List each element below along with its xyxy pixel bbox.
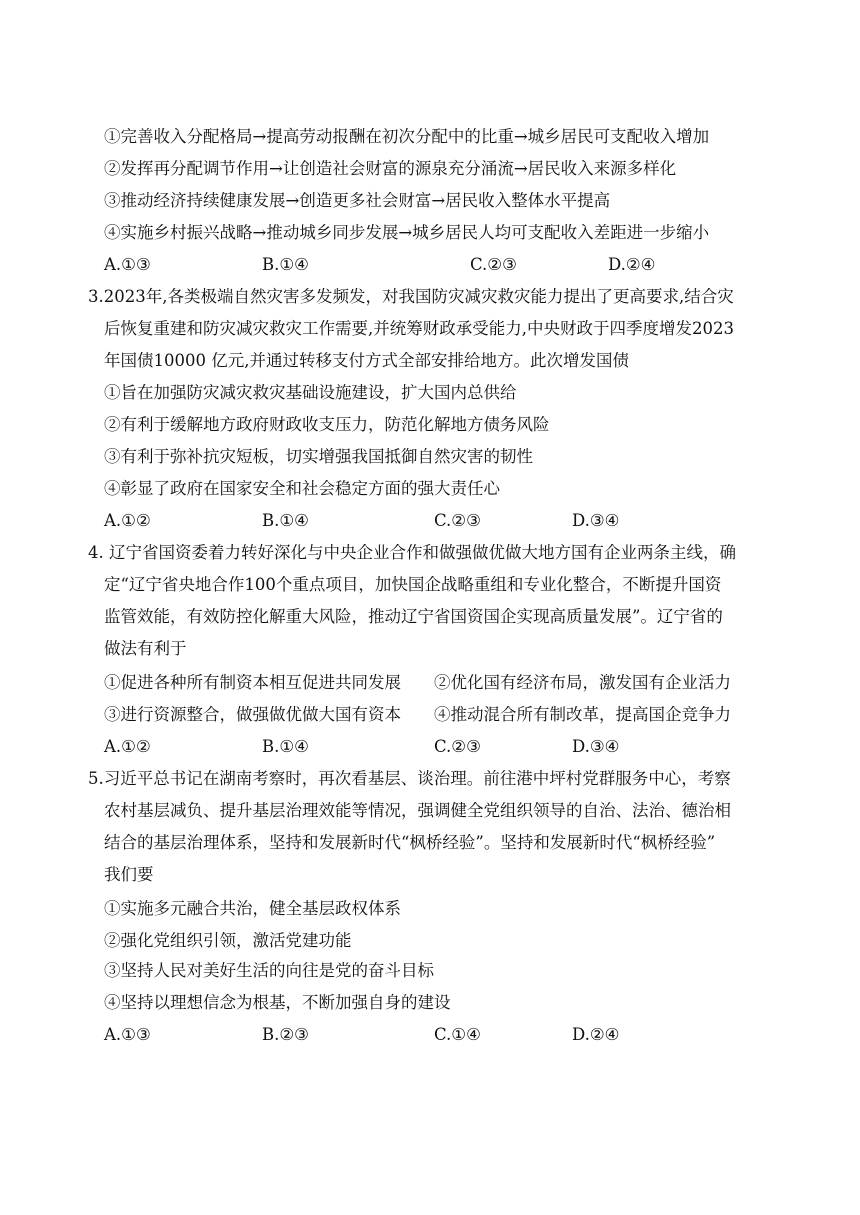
q5-statement-4: ④坚持以理想信念为根基，不断加强自身的建设 bbox=[104, 993, 451, 1012]
q4-statement-2: ②优化国有经济布局，激发国有企业活力 bbox=[434, 673, 731, 692]
q4-option-d: D.③④ bbox=[572, 737, 620, 756]
q3-stem-line-2: 后恢复重建和防灾减灾救灾工作需要,并统筹财政承受能力,中央财政于四季度增发2023 bbox=[104, 319, 734, 338]
q4-stem-line-1: 4. 辽宁省国资委着力转好深化与中央企业合作和做强做优做大地方国有企业两条主线，确 bbox=[88, 543, 736, 562]
q4-stem-line-4: 做法有利于 bbox=[104, 639, 187, 658]
q4-option-a: A.①② bbox=[104, 737, 151, 756]
q2-option-b: B.①④ bbox=[262, 255, 309, 274]
q3-option-a: A.①② bbox=[104, 511, 151, 530]
q3-option-d: D.③④ bbox=[572, 511, 620, 530]
q3-statement-1: ①旨在加强防灾减灾救灾基础设施建设，扩大国内总供给 bbox=[104, 383, 517, 402]
q3-statement-3: ③有利于弥补抗灾短板，切实增强我国抵御自然灾害的韧性 bbox=[104, 447, 533, 466]
q2-option-a: A.①③ bbox=[104, 255, 151, 274]
q4-stem-line-3: 监管效能，有效防控化解重大风险，推动辽宁省国资国企实现高质量发展”。辽宁省的 bbox=[104, 607, 723, 626]
q5-option-a: A.①③ bbox=[104, 1025, 151, 1044]
q3-statement-4: ④彰显了政府在国家安全和社会稳定方面的强大责任心 bbox=[104, 479, 500, 498]
q5-statement-2: ②强化党组织引领，激活党建功能 bbox=[104, 931, 352, 950]
q5-stem-line-3: 结合的基层治理体系，坚持和发展新时代“枫桥经验”。坚持和发展新时代“枫桥经验” bbox=[104, 833, 716, 852]
q4-statement-4: ④推动混合所有制改革，提高国企竞争力 bbox=[434, 705, 731, 724]
q4-option-c: C.②③ bbox=[434, 737, 481, 756]
q4-option-b: B.①④ bbox=[262, 737, 309, 756]
q5-stem-line-2: 农村基层减负、提升基层治理效能等情况，强调健全党组织领导的自治、法治、德治相 bbox=[104, 801, 731, 820]
q2-statement-3: ③推动经济持续健康发展→创造更多社会财富→居民收入整体水平提高 bbox=[104, 191, 611, 210]
q5-statement-1: ①实施多元融合共治，健全基层政权体系 bbox=[104, 899, 401, 918]
q5-statement-3: ③坚持人民对美好生活的向往是党的奋斗目标 bbox=[104, 961, 434, 980]
q4-statement-3: ③进行资源整合，做强做优做大国有资本 bbox=[104, 705, 401, 724]
q5-option-c: C.①④ bbox=[434, 1025, 481, 1044]
q2-option-d: D.②④ bbox=[608, 255, 656, 274]
q3-statement-2: ②有利于缓解地方政府财政收支压力，防范化解地方债务风险 bbox=[104, 415, 550, 434]
q4-stem-line-2: 定“辽宁省央地合作100个重点项目，加快国企战略重组和专业化整合，不断提升国资 bbox=[104, 575, 722, 594]
q2-option-c: C.②③ bbox=[470, 255, 517, 274]
q5-option-b: B.②③ bbox=[262, 1025, 309, 1044]
q3-option-b: B.①④ bbox=[262, 511, 309, 530]
q3-stem-line-1: 3.2023年,各类极端自然灾害多发频发，对我国防灾减灾救灾能力提出了更高要求,结合灾 bbox=[88, 287, 734, 306]
q5-stem-line-1: 5.习近平总书记在湖南考察时，再次看基层、谈治理。前往港中坪村党群服务中心，考察 bbox=[88, 769, 731, 788]
q3-stem-line-3: 年国债10000 亿元,并通过转移支付方式全部安排给地方。此次增发国债 bbox=[104, 351, 629, 370]
q5-option-d: D.②④ bbox=[572, 1025, 620, 1044]
q2-statement-4: ④实施乡村振兴战略→推动城乡同步发展→城乡居民人均可支配收入差距进一步缩小 bbox=[104, 223, 710, 242]
q4-statement-1: ①促进各种所有制资本相互促进共同发展 bbox=[104, 673, 401, 692]
q3-option-c: C.②③ bbox=[434, 511, 481, 530]
q5-stem-line-4: 我们要 bbox=[104, 865, 154, 884]
q2-statement-1: ①完善收入分配格局→提高劳动报酬在初次分配中的比重→城乡居民可支配收入增加 bbox=[104, 127, 710, 146]
q2-statement-2: ②发挥再分配调节作用→让创造社会财富的源泉充分涌流→居民收入来源多样化 bbox=[104, 159, 677, 178]
